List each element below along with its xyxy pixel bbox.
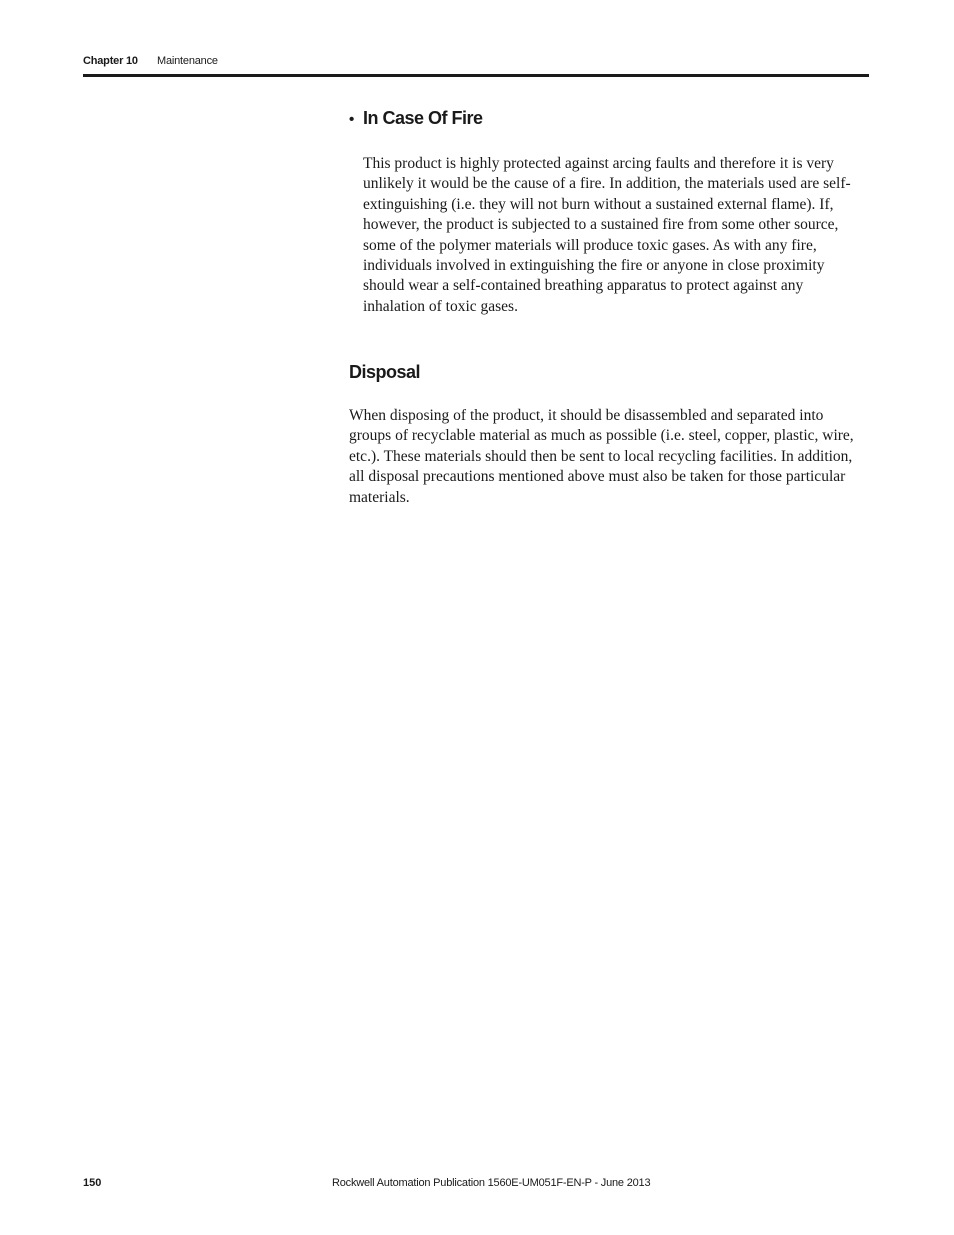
fire-heading-text: In Case Of Fire	[363, 108, 483, 128]
running-header	[83, 53, 869, 73]
section-label: Maintenance	[157, 55, 218, 67]
disposal-heading: Disposal	[349, 362, 421, 382]
fire-heading	[349, 106, 483, 132]
bullet-icon: •	[349, 111, 354, 128]
disposal-paragraph: When disposing of the product, it should be disassembled and separated into groups of recyclable material as much as possible (i.e. steel, copper, plastic, wire, etc.). These materials should then be sent to local recycling facilities. In addition, all disposal precautions mentioned above must also be taken for those particular materials.	[349, 407, 854, 506]
header-rule	[83, 74, 869, 77]
chapter-label: Chapter 10	[83, 55, 138, 67]
fire-paragraph: This product is highly protected against arcing faults and therefore it is very unlikely it would be the cause of a fire. In addition, the materials used are self-extinguishing (i.e. they will not burn without a sustained external flame). If, however, the product is subjected to a sustained fire from some other source, some of the polymer materials will produce toxic gases. As with any fire, individuals involved in extinguishing the fire or anyone in close proximity should wear a self-contained breathing apparatus to protect against any inhalation of toxic gases.	[363, 155, 851, 315]
page-number: 150	[83, 1177, 102, 1189]
publication-info: Rockwell Automation Publication 1560E-UM051F-EN-P - June 2013	[332, 1177, 651, 1189]
